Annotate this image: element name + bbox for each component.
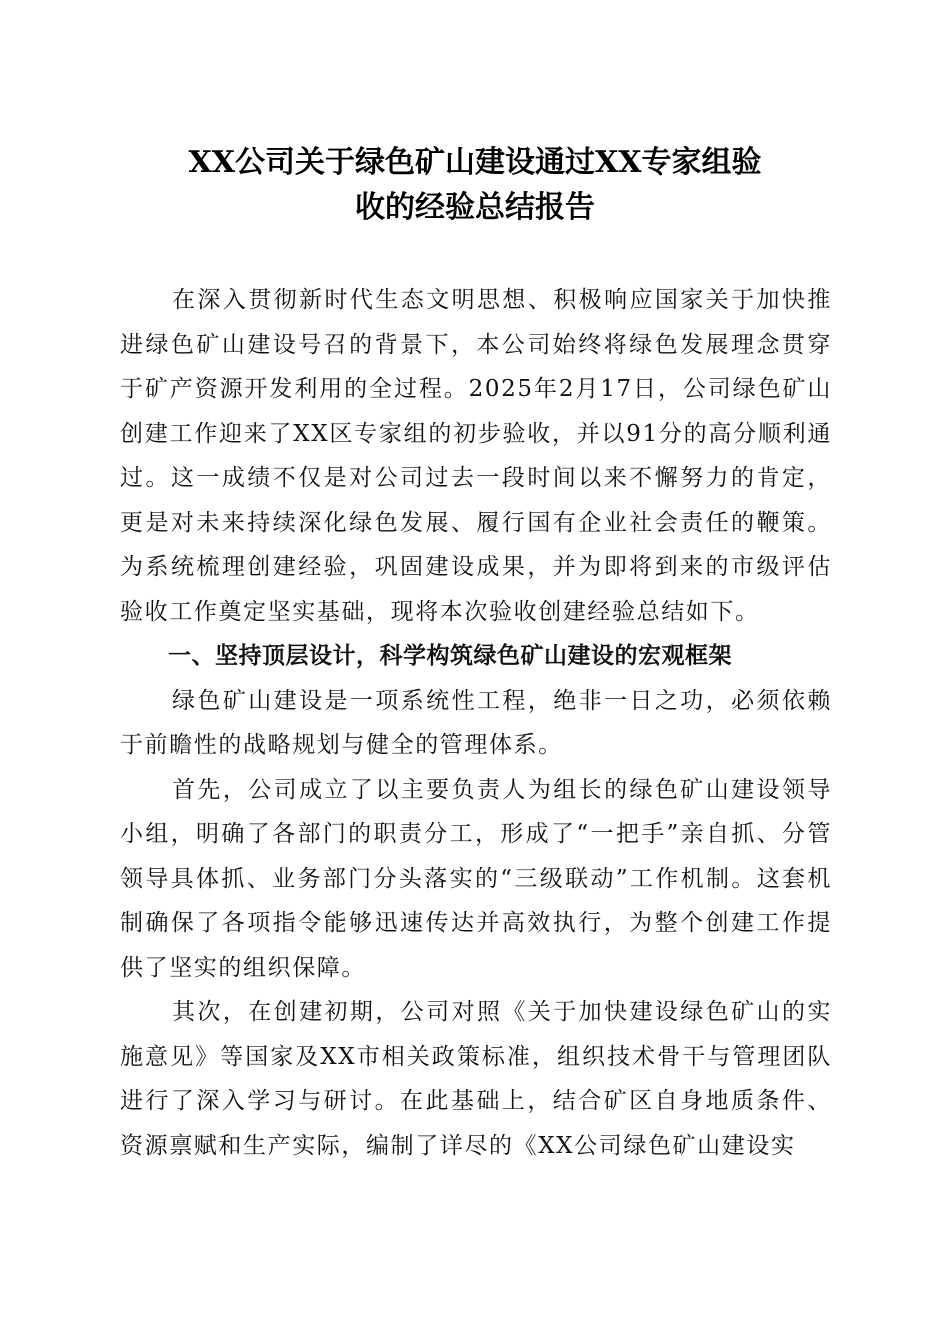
title-line-2: 收的经验总结报告 bbox=[355, 190, 595, 225]
section-1-paragraph-3: 其次，在创建初期，公司对照《关于加快建设绿色矿山的实施意见》等国家及XX市相关政策标准，组织技术骨干与管理团队进行了深入学习与研讨。在此基础上，结合矿区自身地质条件、资源禀赋和生产实际，编制了详尽的《XX公司绿色矿山建设实 bbox=[120, 999, 832, 1159]
section-heading-1: 一、坚持顶层设计，科学构筑绿色矿山建设的宏观框架 bbox=[168, 643, 732, 669]
document-body bbox=[120, 278, 832, 1168]
title-line-1: XX公司关于绿色矿山建设通过XX专家组验 bbox=[188, 145, 762, 180]
section-1-paragraph-1: 绿色矿山建设是一项系统性工程，绝非一日之功，必须依赖于前瞻性的战略规划与健全的管理体系。 bbox=[120, 687, 832, 758]
intro-paragraph: 在深入贯彻新时代生态文明思想、积极响应国家关于加快推进绿色矿山建设号召的背景下，本公司始终将绿色发展理念贯穿于矿产资源开发利用的全过程。2025年2月17日，公司绿色矿山创建工作迎来了XX区专家组的初步验收，并以91分的高分顺利通过。这一成绩不仅是对公司过去一段时间以来不懈努力的肯定，更是对未来持续深化绿色发展、履行国有企业社会责任的鞭策。为系统梳理创建经验，巩固建设成果，并为即将到来的市级评估验收工作奠定坚实基础，现将本次验收创建经验总结如下。 bbox=[120, 287, 832, 625]
section-1-paragraph-2: 首先，公司成立了以主要负责人为组长的绿色矿山建设领导小组，明确了各部门的职责分工，形成了“一把手”亲自抓、分管领导具体抓、业务部门分头落实的“三级联动”工作机制。这套机制确保了各项指令能够迅速传达并高效执行，为整个创建工作提供了坚实的组织保障。 bbox=[120, 776, 832, 981]
document-title bbox=[120, 140, 830, 230]
